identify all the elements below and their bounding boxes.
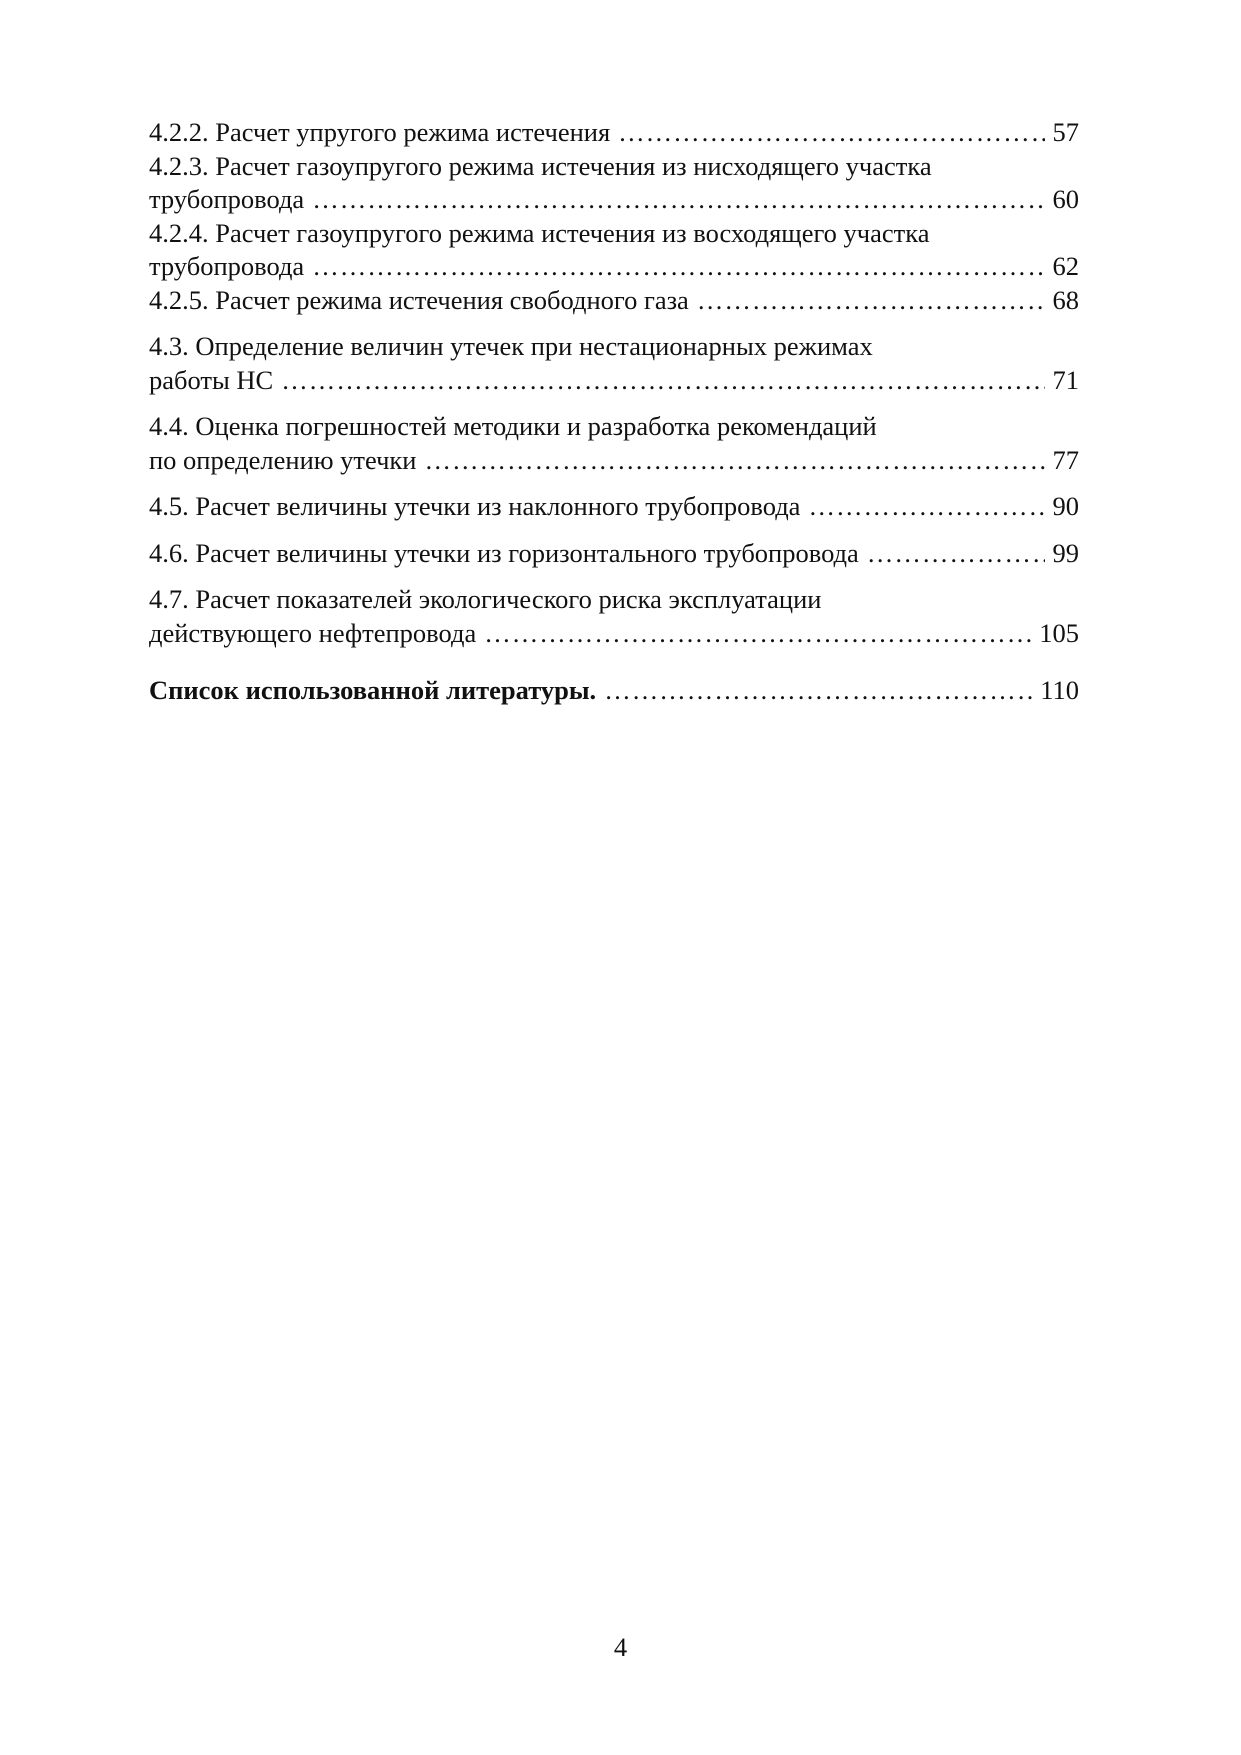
toc-entry-title: 4.2.5. Расчет режима истечения свободного газа (149, 284, 689, 315)
page-number: 4 (613, 1632, 628, 1662)
table-of-contents (149, 116, 1079, 708)
toc-entry-line (149, 617, 1079, 651)
toc-entry-line (149, 490, 1079, 524)
toc-entry-title: работы НС (149, 364, 274, 395)
dot-leader (424, 444, 1044, 478)
toc-entry-line (149, 116, 1079, 150)
toc-entry-4-6 (149, 537, 1079, 571)
toc-entry-line (149, 364, 1079, 398)
dot-leader (604, 674, 1032, 708)
toc-entry-4-2-2 (149, 116, 1079, 150)
toc-entry-references (149, 674, 1079, 708)
toc-entry-title-line: 4.3. Определение величин утечек при нестационарных режимах (149, 331, 873, 361)
dot-leader (867, 537, 1045, 571)
toc-page-number: 105 (1039, 617, 1079, 648)
dot-leader (618, 116, 1044, 150)
dot-leader (312, 183, 1044, 217)
toc-entry-line (149, 537, 1079, 571)
toc-entry-4-4 (149, 410, 1079, 477)
toc-entry-4-2-3 (149, 150, 1079, 217)
toc-entry-line (149, 250, 1079, 284)
toc-entry-line (149, 444, 1079, 478)
toc-entry-title: по определению утечки (149, 444, 417, 475)
toc-entry-4-5 (149, 490, 1079, 524)
toc-page-number: 71 (1052, 364, 1079, 395)
toc-entry-4-7 (149, 583, 1079, 650)
toc-entry-line (149, 674, 1079, 708)
toc-page-number: 57 (1052, 117, 1079, 147)
toc-entry-4-2-4 (149, 217, 1079, 284)
toc-entry-title: 4.5. Расчет величины утечки из наклонного трубопровода (149, 491, 801, 521)
toc-page-number: 99 (1052, 537, 1079, 568)
toc-entry-4-2-5 (149, 284, 1079, 318)
toc-entry-line (149, 284, 1079, 318)
toc-entry-4-3 (149, 330, 1079, 397)
toc-page-number: 62 (1052, 251, 1079, 281)
dot-leader (484, 617, 1031, 651)
toc-page-number: 60 (1052, 184, 1079, 214)
toc-entry-title: трубопровода (149, 184, 305, 214)
toc-entry-title: трубопровода (149, 251, 305, 281)
toc-entry-title-line: 4.2.3. Расчет газоупругого режима истечения из нисходящего участка (149, 150, 932, 181)
toc-entry-title-line: 4.4. Оценка погрешностей методики и разработка рекомендаций (149, 411, 877, 441)
toc-page-number: 77 (1052, 444, 1079, 475)
dot-leader (312, 250, 1044, 284)
toc-entry-title: 4.6. Расчет величины утечки из горизонтального трубопровода (149, 537, 859, 568)
toc-entry-title: 4.2.2. Расчет упругого режима истечения (149, 117, 611, 147)
toc-entry-title-line: 4.7. Расчет показателей экологического риска эксплуатации (149, 584, 822, 614)
toc-page-number: 68 (1052, 284, 1079, 315)
toc-entry-title: Список использованной литературы. (149, 675, 597, 705)
dot-leader (281, 364, 1044, 398)
dot-leader (808, 490, 1044, 524)
toc-entry-title-line: 4.2.4. Расчет газоупругого режима истечения из восходящего участка (149, 217, 930, 248)
dot-leader (697, 284, 1045, 318)
toc-entry-line (149, 183, 1079, 217)
toc-page-number: 90 (1052, 491, 1079, 521)
toc-entry-title: действующего нефтепровода (149, 617, 477, 648)
toc-page-number: 110 (1040, 675, 1079, 705)
